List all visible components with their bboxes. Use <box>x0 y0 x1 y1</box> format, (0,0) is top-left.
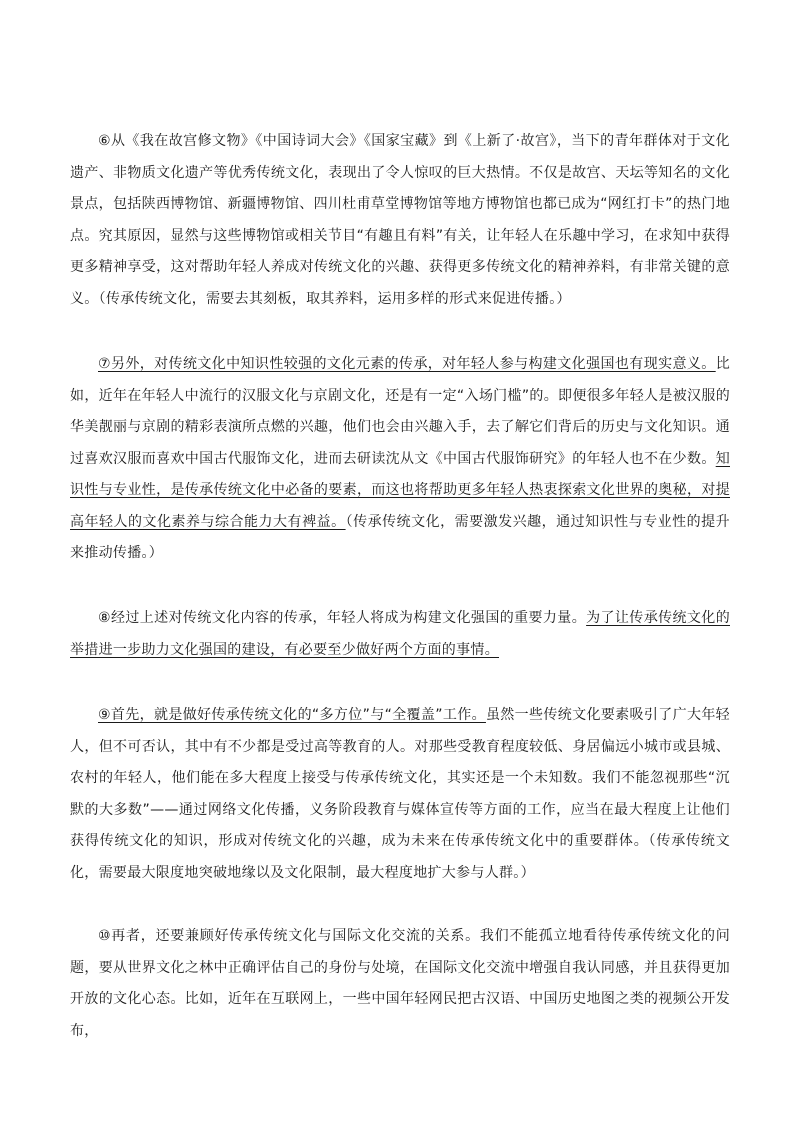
paragraph-7 <box>70 349 730 570</box>
paragraph-9 <box>70 700 730 889</box>
paragraph-10 <box>70 921 730 1047</box>
paragraph-8-underlined-sentence-1: 为了让传承传统文化的举措进一步助力文化强国的建设，有必要至少做好两个方面的事情。 <box>70 610 730 658</box>
paragraph-9-text-1: 虽然一些传统文化要素吸引了广大年轻人，但不可否认，其中有不少都是受过高等教育的人。对那些受教育程度较低、身居偏远小城市或县城、农村的年轻人，他们能在多大程度上接受与传承传统文化，其实还是一个未知数。我们不能忽视那些“沉默的大多数”——通过网络文化传播，义务阶段教育与媒体宣传等方面的工作，应当在最大程度上让他们获得传统文化的知识，形成对传统文化的兴趣，成为未来在传承传统文化中的重要群体。（传承传统文化，需要最大限度地突破地缘以及文化限制，最大程度地扩大参与人群。） <box>70 707 730 881</box>
paragraph-7-underlined-sentence-1: ⑦另外，对传统文化中知识性较强的文化元素的传承，对年轻人参与构建文化强国也有现实意义。 <box>98 356 716 372</box>
paragraph-7-underlined-sentence-2: 知识性与专业性，是传承传统文化中必备的要素，而这也将帮助更多年轻人热衷探索文化世界的奥秘，对提高年轻人的文化素养与综合能力大有裨益。 <box>70 450 730 530</box>
paragraph-8 <box>70 603 730 666</box>
paragraph-7-text-2: （传承传统文化，需要激发兴趣，通过知识性与专业性的提升来推动传播。） <box>70 513 730 561</box>
paragraph-6 <box>70 126 730 315</box>
paragraph-7-text-1: 比如，近年在年轻人中流行的汉服文化与京剧文化，还是有一定“入场门槛”的。即便很多年轻人是被汉服的华美靓丽与京剧的精彩表演所点燃的兴趣，他们也会由兴趣入手，去了解它们背后的历史与文化知识。通过喜欢汉服而喜欢中国古代服饰文化，进而去研读沈从文《中国古代服饰研究》的年轻人也不在少数。 <box>70 356 730 467</box>
paragraph-10-text: ⑩再者，还要兼顾好传承传统文化与国际文化交流的关系。我们不能孤立地看待传承传统文化的问题，要从世界文化之林中正确评估自己的身份与处境，在国际文化交流中增强自我认同感，并且获得更加开放的文化心态。比如，近年在互联网上，一些中国年轻网民把古汉语、中国历史地图之类的视频公开发布， <box>70 928 730 1039</box>
paragraph-8-text-1: ⑧经过上述对传统文化内容的传承，年轻人将成为构建文化强国的重要力量。 <box>98 610 587 626</box>
paragraph-6-text: ⑥从《我在故宫修文物》《中国诗词大会》《国家宝藏》到《上新了·故宫》，当下的青年群体对于文化遗产、非物质文化遗产等优秀传统文化，表现出了令人惊叹的巨大热情。不仅是故宫、天坛等知名的文化景点，包括陕西博物馆、新疆博物馆、四川杜甫草堂博物馆等地方博物馆也都已成为“网红打卡”的热门地点。究其原因，显然与这些博物馆或相关节目“有趣且有料”有关，让年轻人在乐趣中学习，在求知中获得更多精神享受，这对帮助年轻人养成对传统文化的兴趣、获得更多传统文化的精神养料，有非常关键的意义。（传承传统文化，需要去其刻板，取其养料，运用多样的形式来促进传播。） <box>70 133 730 307</box>
paragraph-9-underlined-sentence-1: ⑨首先，就是做好传承传统文化的“多方位”与“全覆盖”工作。 <box>98 707 486 723</box>
